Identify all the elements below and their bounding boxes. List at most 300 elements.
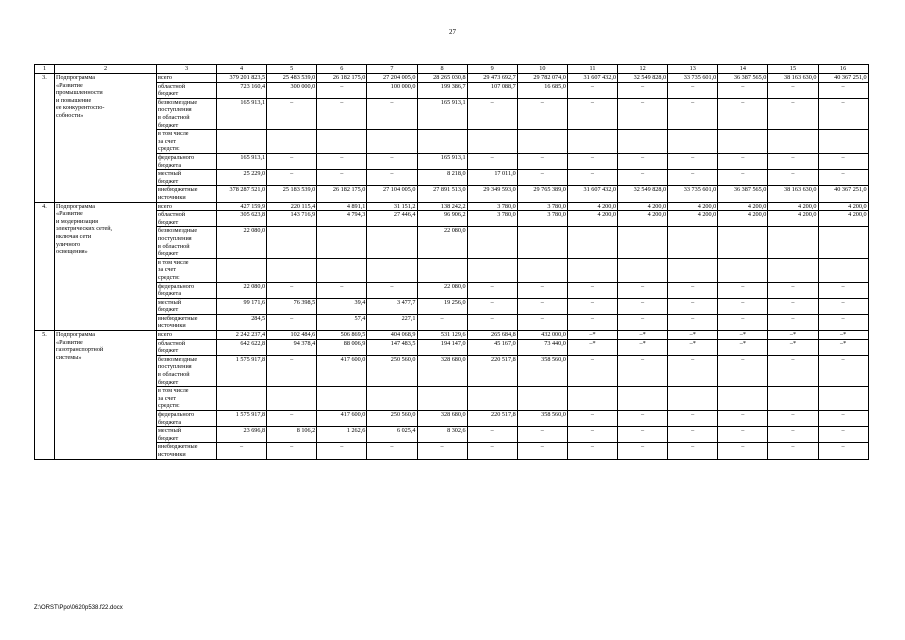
table-row (35, 211, 869, 227)
subprogram-title-line: ее конкурентоспо- (56, 104, 105, 112)
value-cell: 19 256,0 (417, 298, 467, 314)
funding-source-label (157, 202, 217, 211)
value-cell: 3 780,0 (467, 211, 517, 227)
funding-source-line: федерального (158, 282, 195, 290)
section-number: 3. (35, 74, 55, 203)
column-number-7: 7 (367, 65, 417, 74)
funding-source-line: источники (158, 193, 186, 201)
table-row (35, 258, 869, 282)
funding-source-label (157, 298, 217, 314)
value-cell: 40 367 251,0 (818, 186, 868, 202)
value-cell (367, 387, 417, 411)
page-number: 27 (449, 28, 456, 36)
value-cell: – (367, 170, 417, 186)
table-row (35, 98, 869, 129)
value-cell: 265 684,8 (467, 331, 517, 340)
value-cell: – (217, 443, 267, 459)
value-cell: 642 622,8 (217, 339, 267, 355)
value-cell: 227,1 (367, 314, 417, 330)
value-cell: 76 398,5 (267, 298, 317, 314)
value-cell: 100 000,0 (367, 82, 417, 98)
subprogram-title-line: Подпрограмма (56, 74, 95, 81)
value-cell: 22 080,0 (417, 282, 467, 298)
value-cell: – (718, 411, 768, 427)
value-cell: 4 794,3 (317, 211, 367, 227)
value-cell: 3 780,0 (517, 211, 567, 227)
value-cell: 22 080,0 (217, 227, 267, 258)
funding-source-label (157, 411, 217, 427)
value-cell: 194 147,0 (417, 339, 467, 355)
value-cell: – (818, 282, 868, 298)
value-cell (317, 130, 367, 154)
value-cell: – (768, 411, 818, 427)
value-cell: 4 200,0 (718, 211, 768, 227)
value-cell: – (267, 314, 317, 330)
value-cell (668, 387, 718, 411)
value-cell: – (818, 298, 868, 314)
value-cell: – (768, 298, 818, 314)
value-cell (718, 387, 768, 411)
funding-source-line: бюджет (158, 218, 179, 226)
value-cell: 32 549 828,0 (618, 186, 668, 202)
funding-source-line: за счет (158, 394, 176, 402)
table-row (35, 331, 869, 340)
value-cell: – (517, 170, 567, 186)
table-row (35, 227, 869, 258)
value-cell (517, 387, 567, 411)
subprogram-title-line: газотранспортной (56, 346, 104, 354)
funding-source-label (157, 387, 217, 411)
funding-source-line: в том числе (158, 387, 189, 395)
subprogram-title-line: Подпрограмма (56, 202, 95, 210)
column-number-2: 2 (55, 65, 157, 74)
file-path-footer: Z:\ORST\Ppo\0620p538.f22.docx (34, 605, 123, 611)
value-cell: – (267, 411, 317, 427)
value-cell: 39,4 (317, 298, 367, 314)
value-cell: 31 607 432,0 (567, 74, 617, 83)
value-cell: 165 913,1 (417, 98, 467, 129)
value-cell: – (567, 98, 617, 129)
value-cell: – (718, 153, 768, 169)
value-cell: 165 913,1 (417, 153, 467, 169)
value-cell: – (517, 443, 567, 459)
column-number-16: 16 (818, 65, 868, 74)
value-cell: – (768, 170, 818, 186)
value-cell (818, 387, 868, 411)
value-cell: – (668, 443, 718, 459)
value-cell (567, 387, 617, 411)
subprogram-title-line: собности» (56, 111, 84, 119)
value-cell (618, 387, 668, 411)
value-cell: – (668, 170, 718, 186)
value-cell: – (567, 427, 617, 443)
funding-source-line: в том числе (158, 258, 189, 266)
value-cell: –* (718, 331, 768, 340)
funding-source-label (157, 331, 217, 340)
value-cell: – (618, 282, 668, 298)
value-cell: – (618, 298, 668, 314)
column-number-8: 8 (417, 65, 467, 74)
funding-source-line: местный (158, 170, 182, 178)
funding-source-label (157, 153, 217, 169)
funding-source-line: средств: (158, 145, 180, 153)
value-cell: – (818, 355, 868, 386)
value-cell: 36 387 565,0 (718, 74, 768, 83)
funding-source-label (157, 258, 217, 282)
funding-source-line: безвозмездные (158, 227, 198, 235)
value-cell: – (768, 153, 818, 169)
value-cell: – (567, 411, 617, 427)
value-cell (618, 130, 668, 154)
funding-source-line: федерального (158, 411, 195, 419)
value-cell: 17 011,0 (467, 170, 517, 186)
value-cell: 33 735 601,0 (668, 74, 718, 83)
value-cell (267, 387, 317, 411)
value-cell: – (367, 443, 417, 459)
value-cell: – (317, 443, 367, 459)
value-cell: – (267, 98, 317, 129)
value-cell: – (768, 427, 818, 443)
value-cell: 4 200,0 (668, 202, 718, 211)
table-row (35, 387, 869, 411)
funding-source-line: источники (158, 322, 186, 330)
funding-source-line: поступления (158, 234, 192, 242)
subprogram-title-line: уличного (56, 240, 81, 248)
funding-source-label (157, 186, 217, 202)
value-cell: – (567, 170, 617, 186)
value-cell: 138 242,2 (417, 202, 467, 211)
value-cell: 25 483 539,0 (267, 74, 317, 83)
value-cell: 1 575 917,8 (217, 411, 267, 427)
value-cell: 531 129,6 (417, 331, 467, 340)
table-row (35, 74, 869, 83)
value-cell: –* (768, 331, 818, 340)
value-cell: – (367, 98, 417, 129)
value-cell (317, 258, 367, 282)
value-cell: – (668, 282, 718, 298)
value-cell: 99 171,6 (217, 298, 267, 314)
table-row (35, 355, 869, 386)
funding-source-label (157, 170, 217, 186)
table-row (35, 314, 869, 330)
funding-source-line: бюджет (158, 90, 179, 98)
value-cell: – (668, 82, 718, 98)
value-cell: – (718, 298, 768, 314)
funding-source-line: областной (158, 82, 186, 90)
value-cell (267, 130, 317, 154)
section-number: 5. (35, 331, 55, 460)
column-number-11: 11 (567, 65, 617, 74)
value-cell: 29 473 692,7 (467, 74, 517, 83)
value-cell: 94 378,4 (267, 339, 317, 355)
value-cell: – (467, 282, 517, 298)
funding-source-line: всего (158, 74, 172, 81)
value-cell: 8 218,0 (417, 170, 467, 186)
value-cell: – (818, 170, 868, 186)
value-cell: – (367, 282, 417, 298)
value-cell (768, 130, 818, 154)
value-cell (467, 130, 517, 154)
subprogram-title-line: и повышение (56, 96, 92, 104)
column-number-5: 5 (267, 65, 317, 74)
value-cell: – (668, 355, 718, 386)
value-cell: 250 560,0 (367, 355, 417, 386)
budget-table (34, 64, 869, 460)
subprogram-title-line: «Развитие (56, 81, 83, 89)
subprogram-title (55, 331, 157, 460)
funding-source-line: местный (158, 298, 182, 306)
value-cell (217, 258, 267, 282)
value-cell: – (618, 427, 668, 443)
value-cell: 220 517,8 (467, 411, 517, 427)
value-cell: – (567, 298, 617, 314)
funding-source-label (157, 74, 217, 83)
value-cell: 22 080,0 (417, 227, 467, 258)
value-cell (668, 258, 718, 282)
funding-source-label (157, 443, 217, 459)
column-number-14: 14 (718, 65, 768, 74)
table-row (35, 153, 869, 169)
funding-source-line: поступления (158, 106, 192, 114)
subprogram-title-line: Подпрограмма (56, 331, 95, 339)
funding-source-label (157, 282, 217, 298)
value-cell (367, 227, 417, 258)
value-cell: 8 106,2 (267, 427, 317, 443)
value-cell (668, 130, 718, 154)
value-cell: 4 200,0 (567, 211, 617, 227)
funding-source-line: бюджета (158, 161, 182, 169)
subprogram-title (55, 202, 157, 331)
value-cell: –* (567, 339, 617, 355)
funding-source-line: за счет (158, 266, 176, 274)
value-cell: – (267, 170, 317, 186)
value-cell: – (668, 98, 718, 129)
value-cell: – (818, 82, 868, 98)
table-row (35, 282, 869, 298)
value-cell (567, 227, 617, 258)
value-cell: 4 200,0 (818, 211, 868, 227)
value-cell: – (618, 443, 668, 459)
value-cell: 143 716,9 (267, 211, 317, 227)
value-cell: 33 735 601,0 (668, 186, 718, 202)
funding-source-line: бюджета (158, 290, 182, 298)
value-cell: –* (618, 331, 668, 340)
value-cell: 417 600,0 (317, 355, 367, 386)
value-cell: 6 025,4 (367, 427, 417, 443)
funding-source-line: областной (158, 339, 186, 347)
value-cell: 1 262,6 (317, 427, 367, 443)
value-cell: – (818, 427, 868, 443)
value-cell: –* (818, 339, 868, 355)
value-cell: –* (718, 339, 768, 355)
value-cell: 4 200,0 (668, 211, 718, 227)
value-cell: 36 387 565,0 (718, 186, 768, 202)
value-cell: – (768, 443, 818, 459)
value-cell: – (467, 443, 517, 459)
funding-source-label (157, 339, 217, 355)
funding-source-line: всего (158, 202, 172, 210)
table-row (35, 130, 869, 154)
column-number-1: 1 (35, 65, 55, 74)
subprogram-title-line: промышленности (56, 89, 103, 97)
table-row (35, 202, 869, 211)
value-cell: – (517, 427, 567, 443)
value-cell (267, 227, 317, 258)
value-cell: – (367, 153, 417, 169)
value-cell: 31 151,2 (367, 202, 417, 211)
value-cell (317, 387, 367, 411)
funding-source-line: в областной (158, 242, 190, 250)
value-cell (567, 258, 617, 282)
funding-source-label (157, 98, 217, 129)
column-number-13: 13 (668, 65, 718, 74)
value-cell: – (417, 443, 467, 459)
value-cell: – (467, 298, 517, 314)
subprogram-title-line: «Развитие (56, 210, 83, 218)
value-cell (467, 258, 517, 282)
value-cell: –* (618, 339, 668, 355)
value-cell: – (417, 314, 467, 330)
value-cell (517, 258, 567, 282)
value-cell: 8 302,6 (417, 427, 467, 443)
value-cell: – (718, 170, 768, 186)
value-cell: – (567, 443, 617, 459)
column-number-9: 9 (467, 65, 517, 74)
value-cell: 28 265 030,8 (417, 74, 467, 83)
value-cell: 147 483,5 (367, 339, 417, 355)
value-cell: 506 869,5 (317, 331, 367, 340)
subprogram-title (55, 74, 157, 203)
value-cell (718, 258, 768, 282)
funding-source-line: источники (158, 451, 186, 458)
value-cell (718, 227, 768, 258)
table-row (35, 186, 869, 202)
value-cell: – (567, 282, 617, 298)
value-cell: 73 440,0 (517, 339, 567, 355)
funding-source-label (157, 130, 217, 154)
subprogram-title-line: «Развитие (56, 338, 83, 346)
table-row (35, 170, 869, 186)
funding-source-line: в областной (158, 371, 190, 379)
value-cell (467, 227, 517, 258)
value-cell: – (718, 314, 768, 330)
value-cell (417, 387, 467, 411)
funding-source-line: бюджет (158, 177, 179, 185)
value-cell: 165 913,1 (217, 98, 267, 129)
value-cell: – (768, 82, 818, 98)
value-cell (417, 258, 467, 282)
value-cell: 102 484,6 (267, 331, 317, 340)
funding-source-line: в том числе (158, 130, 189, 138)
value-cell: – (818, 411, 868, 427)
value-cell: 4 200,0 (768, 211, 818, 227)
value-cell: 300 000,0 (267, 82, 317, 98)
value-cell: 723 160,4 (217, 82, 267, 98)
value-cell: 25 229,0 (217, 170, 267, 186)
value-cell (317, 227, 367, 258)
value-cell (768, 227, 818, 258)
value-cell: – (818, 314, 868, 330)
column-number-10: 10 (517, 65, 567, 74)
value-cell: – (317, 153, 367, 169)
table-row (35, 339, 869, 355)
value-cell (217, 130, 267, 154)
value-cell: – (567, 82, 617, 98)
value-cell (818, 130, 868, 154)
value-cell: 284,5 (217, 314, 267, 330)
value-cell: 404 068,9 (367, 331, 417, 340)
table-row (35, 298, 869, 314)
value-cell: 38 163 630,0 (768, 186, 818, 202)
value-cell: – (517, 98, 567, 129)
value-cell: 27 104 005,0 (367, 186, 417, 202)
value-cell: – (768, 98, 818, 129)
subprogram-title-line: и модернизация (56, 217, 98, 225)
value-cell (517, 130, 567, 154)
column-number-6: 6 (317, 65, 367, 74)
value-cell: 3 780,0 (467, 202, 517, 211)
value-cell: 38 163 630,0 (768, 74, 818, 83)
value-cell: 45 167,0 (467, 339, 517, 355)
value-cell: 23 696,8 (217, 427, 267, 443)
funding-source-line: в областной (158, 113, 190, 121)
funding-source-line: бюджета (158, 418, 182, 426)
table-row (35, 411, 869, 427)
column-number-12: 12 (618, 65, 668, 74)
subprogram-title-line: освещения» (56, 248, 88, 256)
value-cell (517, 227, 567, 258)
value-cell: – (668, 314, 718, 330)
value-cell: 3 477,7 (367, 298, 417, 314)
column-number-row (35, 65, 869, 74)
column-number-3: 3 (157, 65, 217, 74)
funding-source-line: местный (158, 427, 182, 435)
value-cell: 220 517,8 (467, 355, 517, 386)
value-cell: –* (567, 331, 617, 340)
funding-source-line: бюджет (158, 250, 179, 258)
value-cell: 358 560,0 (517, 355, 567, 386)
value-cell: – (567, 314, 617, 330)
value-cell: 29 349 593,0 (467, 186, 517, 202)
funding-source-line: безвозмездные (158, 98, 198, 106)
funding-source-line: внебюджетные (158, 314, 198, 322)
value-cell: – (267, 443, 317, 459)
value-cell: 378 287 521,0 (217, 186, 267, 202)
funding-source-line: поступления (158, 363, 192, 371)
value-cell: 4 891,1 (317, 202, 367, 211)
value-cell: – (618, 411, 668, 427)
value-cell (367, 258, 417, 282)
value-cell: 27 446,4 (367, 211, 417, 227)
subprogram-title-line: включая сети (56, 232, 92, 240)
value-cell: – (267, 355, 317, 386)
value-cell: – (668, 153, 718, 169)
value-cell: – (467, 314, 517, 330)
value-cell: 417 600,0 (317, 411, 367, 427)
value-cell: 4 200,0 (567, 202, 617, 211)
value-cell: 32 549 828,0 (618, 74, 668, 83)
value-cell: 40 367 251,0 (818, 74, 868, 83)
value-cell (818, 258, 868, 282)
funding-source-line: бюджет (158, 378, 179, 386)
value-cell: – (618, 153, 668, 169)
table-row (35, 82, 869, 98)
funding-source-line: бюджет (158, 434, 179, 442)
value-cell: –* (768, 339, 818, 355)
value-cell: 305 623,8 (217, 211, 267, 227)
column-number-15: 15 (768, 65, 818, 74)
value-cell: – (618, 98, 668, 129)
